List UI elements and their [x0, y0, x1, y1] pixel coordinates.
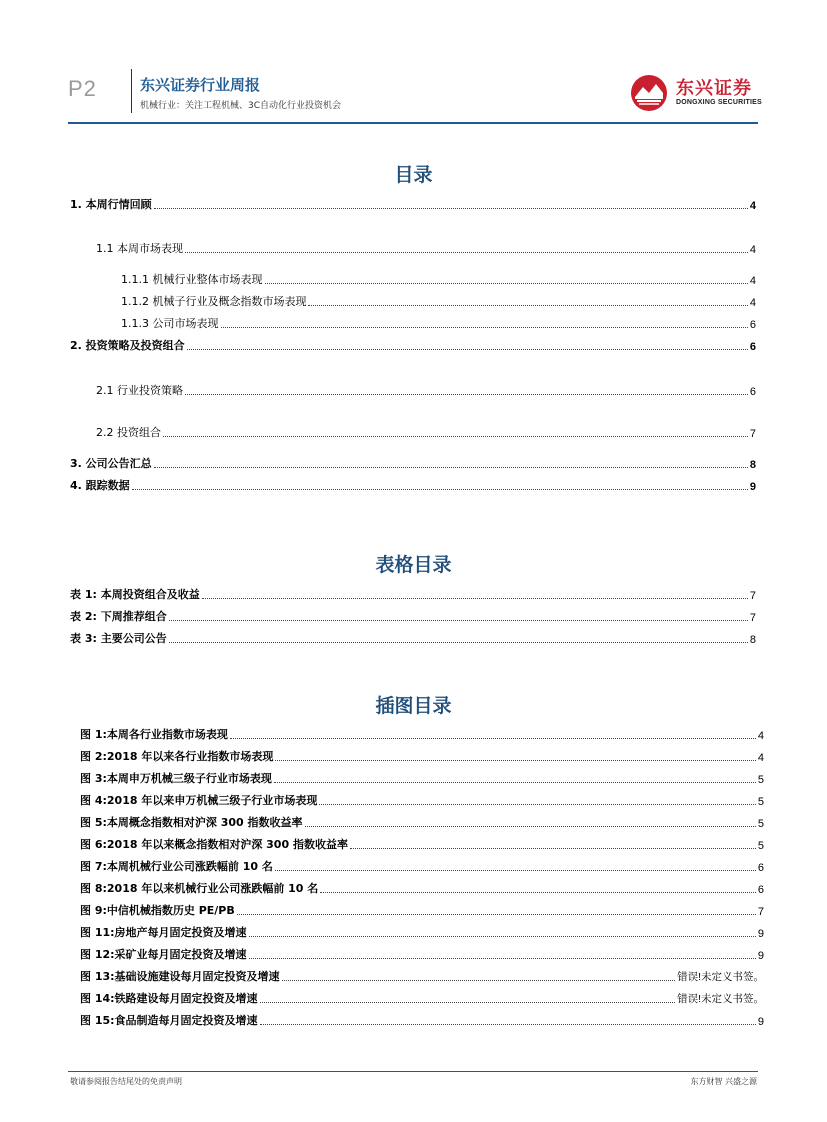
toc-item-page: 7 — [749, 590, 756, 602]
toc-item-text: 图 11:房地产每月固定投资及增速 — [80, 926, 247, 939]
toc-item[interactable] — [121, 315, 756, 331]
toc-item-page: 7 — [749, 428, 756, 440]
toc-item-page: 9 — [757, 950, 764, 962]
figure-toc-item[interactable] — [80, 748, 764, 764]
toc-item-page: 5 — [757, 840, 764, 852]
toc-item-text: 1.1 本周市场表现 — [96, 242, 183, 255]
toc-item-text: 图 14:铁路建设每月固定投资及增速 — [80, 992, 258, 1005]
toc-item-page: 7 — [757, 906, 764, 918]
figure-toc-item[interactable] — [80, 1012, 764, 1028]
toc-item-text: 2. 投资策略及投资组合 — [70, 339, 185, 352]
toc-item-page: 错误!未定义书签。 — [677, 971, 764, 983]
toc-item-text: 表 1: 本周投资组合及收益 — [70, 588, 200, 601]
toc-item-page: 4 — [757, 730, 764, 742]
toc-item-text: 1.1.2 机械子行业及概念指数市场表现 — [121, 295, 307, 308]
toc-item-page: 6 — [757, 862, 764, 874]
toc-item-text: 图 4:2018 年以来申万机械三级子行业市场表现 — [80, 794, 318, 807]
toc-item-page: 6 — [749, 319, 756, 331]
toc-item[interactable] — [96, 382, 756, 398]
toc-item-text: 2.1 行业投资策略 — [96, 384, 183, 397]
figure-toc-item[interactable] — [80, 946, 764, 962]
footer-slogan: 东方财智 兴盛之源 — [690, 1077, 757, 1086]
table-toc-item[interactable] — [70, 608, 756, 624]
toc-item-text: 图 13:基础设施建设每月固定投资及增速 — [80, 970, 280, 983]
toc-item-page: 4 — [749, 244, 756, 256]
toc-item-text: 2.2 投资组合 — [96, 426, 161, 439]
toc-item-page: 4 — [749, 200, 756, 212]
figure-toc-item[interactable] — [80, 814, 764, 830]
toc-item-text: 图 7:本周机械行业公司涨跌幅前 10 名 — [80, 860, 273, 873]
toc-item-text: 1. 本周行情回顾 — [70, 198, 152, 211]
toc-item[interactable] — [121, 293, 756, 309]
toc-item-text: 图 3:本周申万机械三级子行业市场表现 — [80, 772, 272, 785]
toc-item-page: 8 — [749, 459, 756, 471]
logo-text-en: DONGXING SECURITIES — [676, 99, 762, 106]
toc-item[interactable] — [70, 477, 756, 493]
toc-item-text: 1.1.1 机械行业整体市场表现 — [121, 273, 263, 286]
toc-item-text: 1.1.3 公司市场表现 — [121, 317, 219, 330]
toc-item-text: 图 15:食品制造每月固定投资及增速 — [80, 1014, 258, 1027]
table-toc-item[interactable] — [70, 586, 756, 602]
header-rule — [68, 122, 758, 124]
figure-toc-item[interactable] — [80, 990, 764, 1006]
figure-toc-item[interactable] — [80, 924, 764, 940]
report-title: 东兴证券行业周报 — [140, 76, 261, 94]
toc-item-text: 图 5:本周概念指数相对沪深 300 指数收益率 — [80, 816, 303, 829]
toc-item-text: 图 6:2018 年以来概念指数相对沪深 300 指数收益率 — [80, 838, 348, 851]
toc-item-page: 5 — [757, 818, 764, 830]
figure-toc-item[interactable] — [80, 968, 764, 984]
report-subtitle: 机械行业：关注工程机械、3C自动化行业投资机会 — [140, 101, 342, 111]
toc-item-text: 表 2: 下周推荐组合 — [70, 610, 167, 623]
toc-item-page: 8 — [749, 634, 756, 646]
toc-item-page: 7 — [749, 612, 756, 624]
toc-item-page: 5 — [757, 796, 764, 808]
figure-toc-item[interactable] — [80, 858, 764, 874]
toc-item-text: 图 8:2018 年以来机械行业公司涨跌幅前 10 名 — [80, 882, 319, 895]
toc-item[interactable] — [121, 271, 756, 287]
figure-toc-item[interactable] — [80, 726, 764, 742]
figure-toc-item[interactable] — [80, 902, 764, 918]
page-number: P2 — [68, 76, 97, 101]
footer-rule — [68, 1071, 758, 1072]
tables-toc-title: 表格目录 — [375, 554, 452, 576]
toc-item-text: 表 3: 主要公司公告 — [70, 632, 167, 645]
toc-item-text: 图 9:中信机械指数历史 PE/PB — [80, 904, 235, 917]
footer-disclaimer: 敬请参阅报告结尾处的免责声明 — [70, 1077, 182, 1086]
figure-toc-item[interactable] — [80, 880, 764, 896]
logo-text-cn: 东兴证券 — [676, 78, 752, 99]
toc-item[interactable] — [70, 337, 756, 353]
toc-title: 目录 — [394, 164, 433, 186]
table-toc-item[interactable] — [70, 630, 756, 646]
toc-item-text: 4. 跟踪数据 — [70, 479, 130, 492]
toc-item-page: 5 — [757, 774, 764, 786]
toc-item[interactable] — [96, 424, 756, 440]
figure-toc-item[interactable] — [80, 836, 764, 852]
toc-item[interactable] — [96, 240, 756, 256]
toc-item-page: 4 — [749, 297, 756, 309]
toc-item-page: 9 — [757, 1016, 764, 1028]
figures-toc-title: 插图目录 — [375, 695, 452, 717]
figure-toc-item[interactable] — [80, 770, 764, 786]
header-divider — [131, 69, 132, 113]
toc-item-page: 4 — [757, 752, 764, 764]
toc-item-page: 9 — [757, 928, 764, 940]
toc-item-text: 图 2:2018 年以来各行业指数市场表现 — [80, 750, 274, 763]
toc-item-page: 错误!未定义书签。 — [677, 993, 764, 1005]
toc-item-page: 6 — [757, 884, 764, 896]
toc-item-page: 9 — [749, 481, 756, 493]
toc-item-text: 图 1:本周各行业指数市场表现 — [80, 728, 228, 741]
toc-item-page: 4 — [749, 275, 756, 287]
toc-item-page: 6 — [749, 341, 756, 353]
figure-toc-item[interactable] — [80, 792, 764, 808]
toc-item-page: 6 — [749, 386, 756, 398]
toc-item-text: 3. 公司公告汇总 — [70, 457, 152, 470]
toc-item[interactable] — [70, 455, 756, 471]
toc-item[interactable] — [70, 196, 756, 212]
toc-item-text: 图 12:采矿业每月固定投资及增速 — [80, 948, 247, 961]
